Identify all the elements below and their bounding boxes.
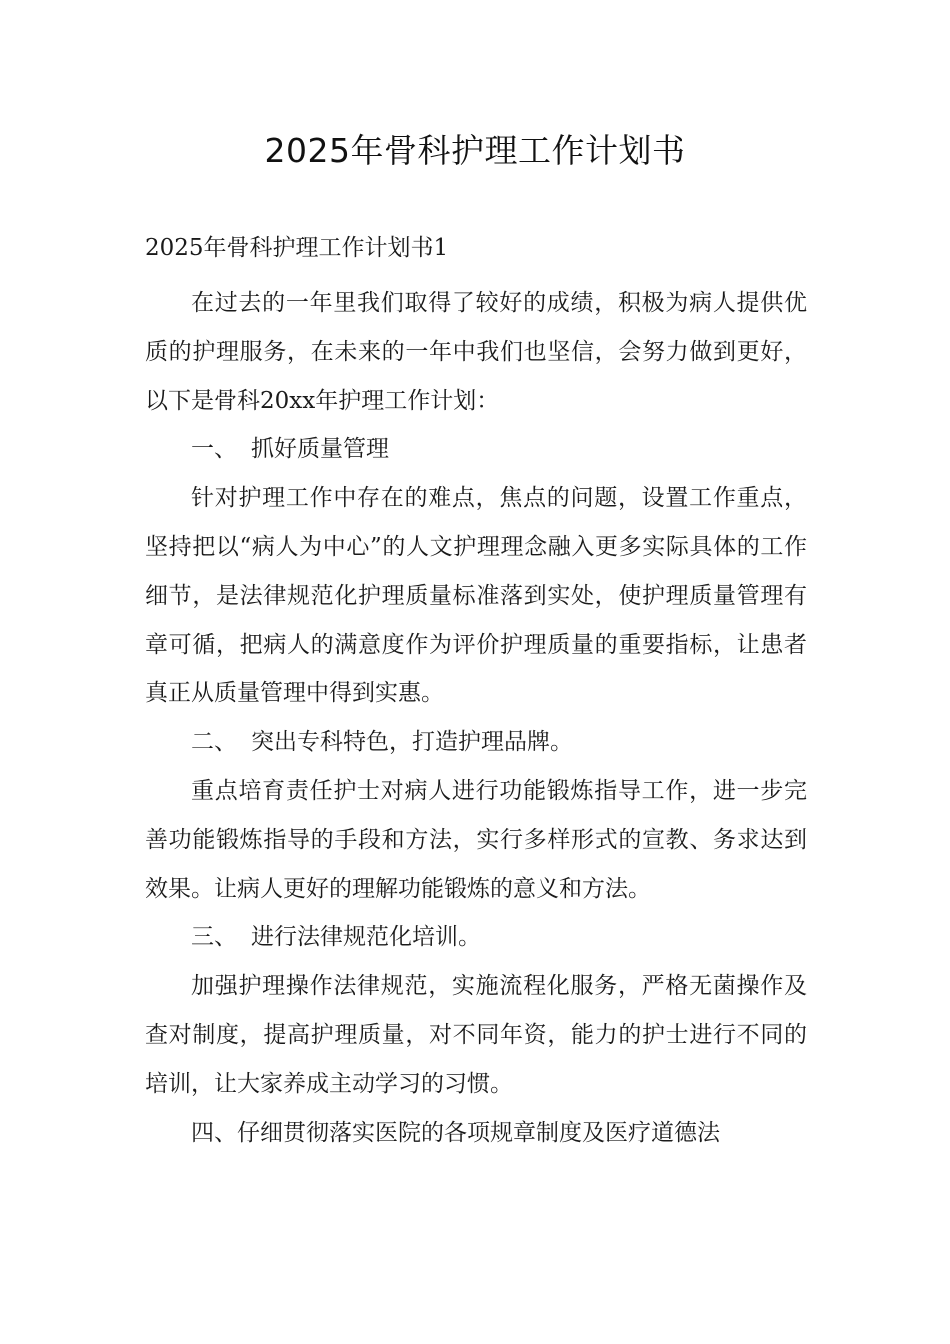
section-heading-1 [145,425,807,474]
section-paragraph-4-start: 四、仔细贯彻落实医院的各项规章制度及医疗道德法 [191,1119,720,1146]
document-title: 2025年骨科护理工作计划书 [264,131,686,170]
section-number-3: 三、 [191,924,237,951]
section-paragraph-2: 重点培育责任护士对病人进行功能锻炼指导工作，进一步完善功能锻炼指导的手段和方法，实行多样形式的宣教、务求达到效果。让病人更好的理解功能锻炼的意义和方法。 [145,777,807,902]
section-title-3: 进行法律规范化培训。 [251,924,481,951]
section-number-2: 二、 [191,729,237,756]
section-paragraph-1: 针对护理工作中存在的难点，焦点的问题，设置工作重点，坚持把以“病人为中心”的人文护理理念融入更多实际具体的工作细节，是法律规范化护理质量标准落到实处，使护理质量管理有章可循，把病人的满意度作为评价护理质量的重要指标，让患者真正从质量管理中得到实惠。 [145,485,807,707]
section-title-1: 抓好质量管理 [251,436,389,463]
intro-paragraph: 在过去的一年里我们取得了较好的成绩，积极为病人提供优质的护理服务，在未来的一年中我们也坚信，会努力做到更好，以下是骨科20xx年护理工作计划： [145,290,807,414]
section-title-2: 突出专科特色，打造护理品牌。 [251,729,573,756]
section-paragraph-3: 加强护理操作法律规范，实施流程化服务，严格无菌操作及查对制度，提高护理质量，对不同年资，能力的护士进行不同的培训，让大家养成主动学习的习惯。 [145,973,807,1097]
section-number-1: 一、 [191,436,237,463]
document-subheading: 2025年骨科护理工作计划书1 [145,235,449,261]
section-heading-3 [145,913,807,962]
document-body [145,279,807,1157]
section-heading-2 [145,718,807,767]
